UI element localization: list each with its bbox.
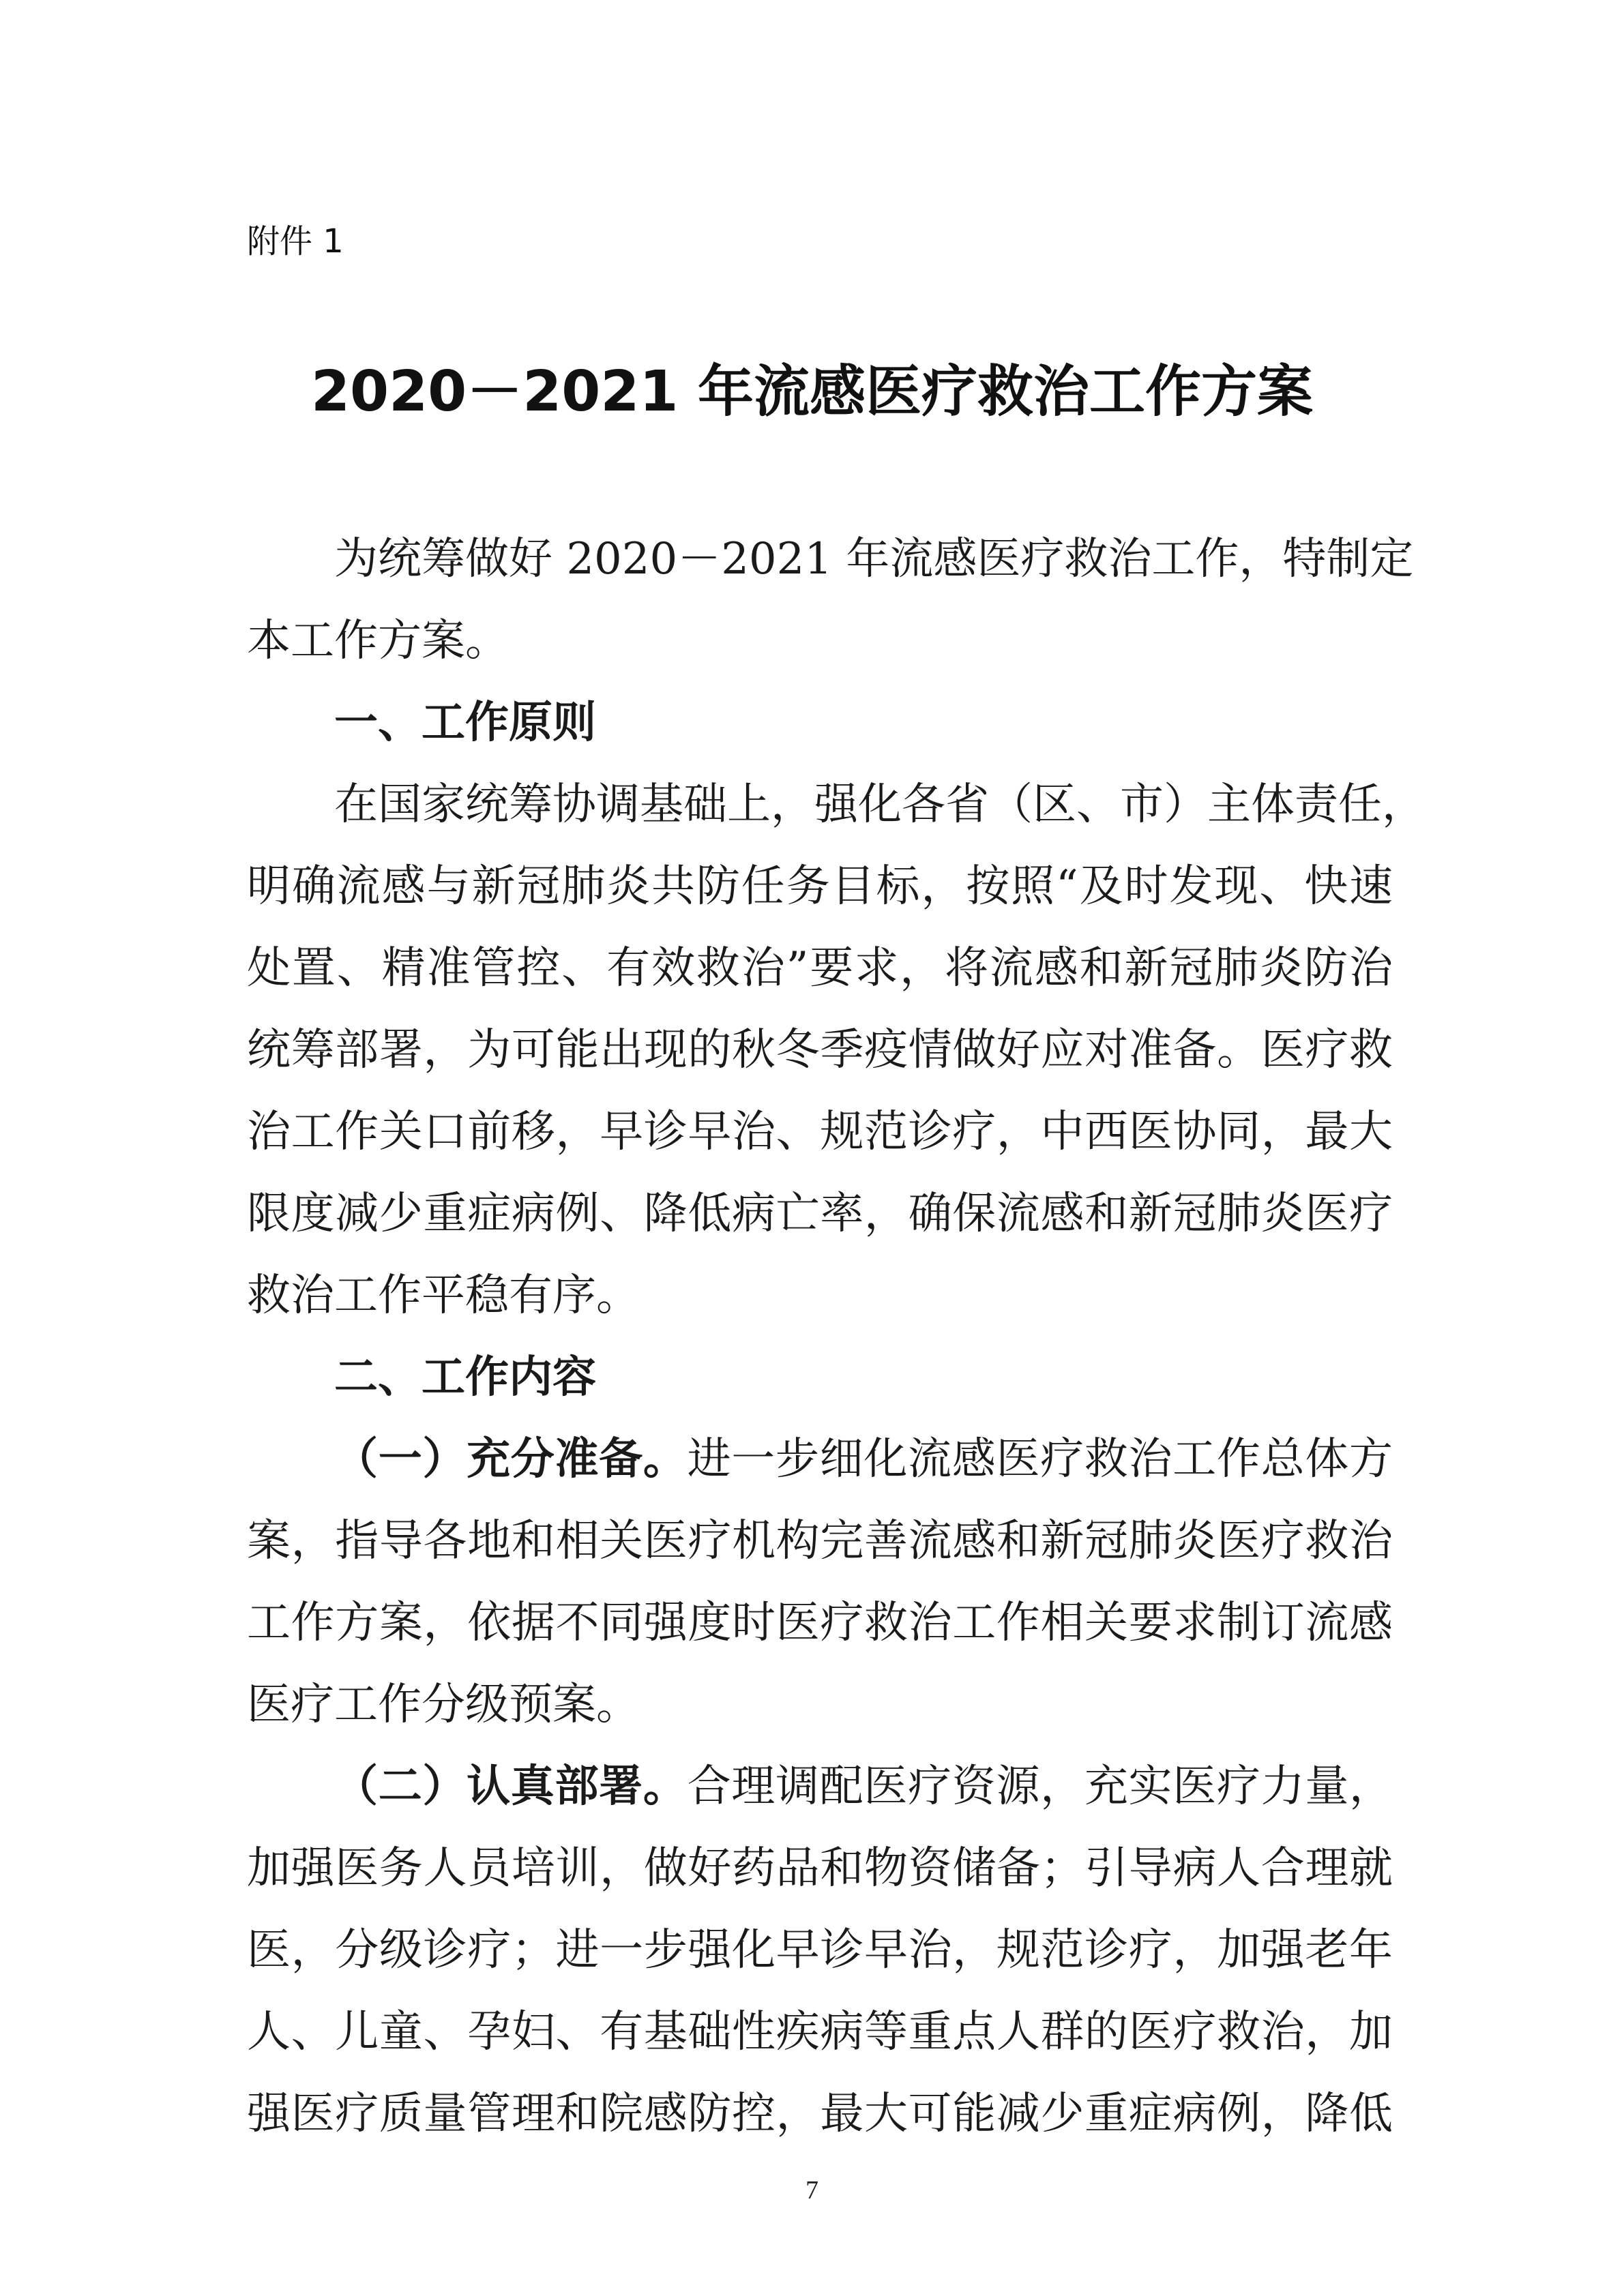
document-title: 2020－2021 年流感医疗救治工作方案 <box>311 359 1313 424</box>
paragraph-line: 案，指导各地和相关医疗机构完善流感和新冠肺炎医疗救治 <box>247 1516 1393 1566</box>
section-heading-content: 二、工作内容 <box>334 1352 596 1403</box>
paragraph-line: 本工作方案。 <box>247 616 509 666</box>
paragraph-line <box>334 1432 1393 1487</box>
paragraph-line: 统筹部署，为可能出现的秋冬季疫情做好应对准备。医疗救 <box>247 1025 1393 1075</box>
paragraph-line: 人、儿童、孕妇、有基础性疾病等重点人群的医疗救治，加 <box>247 2007 1393 2057</box>
paragraph-line-text: 进一步细化流感医疗救治工作总体方 <box>687 1434 1393 1485</box>
paragraph-line: 医，分级诊疗；进一步强化早诊早治，规范诊疗，加强老年 <box>247 1925 1393 1976</box>
attachment-label: 附件 1 <box>247 222 344 260</box>
paragraph-line: 强医疗质量管理和院感防控，最大可能减少重症病例，降低 <box>247 2089 1393 2139</box>
subheading-prepare: （一）充分准备。 <box>334 1433 688 1485</box>
paragraph-line: 救治工作平稳有序。 <box>247 1270 640 1321</box>
paragraph-line: 工作方案，依据不同强度时医疗救治工作相关要求制订流感 <box>247 1598 1393 1648</box>
paragraph-line: 限度减少重症病例、降低病亡率，确保流感和新冠肺炎医疗 <box>247 1189 1393 1239</box>
paragraph-line: 为统筹做好 2020－2021 年流感医疗救治工作，特制定 <box>334 534 1414 584</box>
subheading-deploy: （二）认真部署。 <box>334 1761 688 1812</box>
paragraph-line <box>334 1759 1393 1814</box>
page-number: 7 <box>806 2176 818 2205</box>
paragraph-line: 处置、精准管控、有效救治”要求，将流感和新冠肺炎防治 <box>247 943 1393 994</box>
paragraph-line: 治工作关口前移，早诊早治、规范诊疗，中西医协同，最大 <box>247 1107 1393 1157</box>
paragraph-line: 明确流感与新冠肺炎共防任务目标，按照“及时发现、快速 <box>247 861 1393 912</box>
paragraph-line: 加强医务人员培训，做好药品和物资储备；引导病人合理就 <box>247 1843 1393 1894</box>
section-heading-principles: 一、工作原则 <box>334 698 596 748</box>
paragraph-line: 医疗工作分级预案。 <box>247 1680 640 1730</box>
paragraph-line: 在国家统筹协调基础上，强化各省（区、市）主体责任， <box>334 779 1426 830</box>
paragraph-line-text: 合理调配医疗资源，充实医疗力量， <box>687 1761 1393 1812</box>
